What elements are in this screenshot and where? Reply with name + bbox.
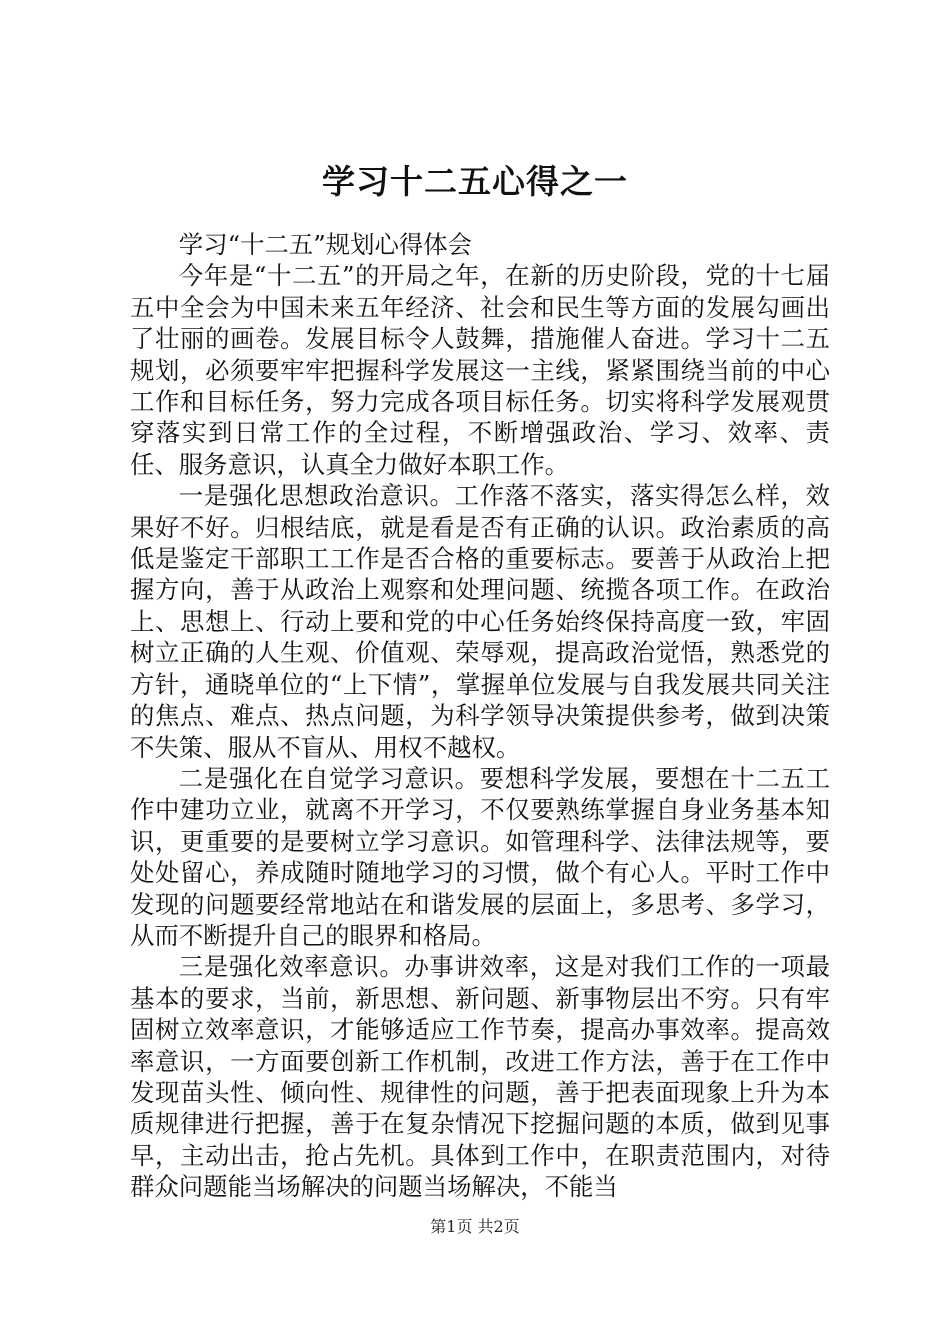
paragraph-learning-awareness: 二是强化在自觉学习意识。要想科学发展，要想在十二五工作中建功立业，就离不开学习，不仅要熟练掌握自身业务基本知识，更重要的是要树立学习意识。如管理科学、法律法规等，要处处留心，养成随时随地学习的习惯，做个有心人。平时工作中发现的问题要经常地站在和谐发展的层面上，多思考、多学习，从而不断提升自己的眼界和格局。 — [130, 763, 830, 950]
paragraph-intro: 今年是“十二五”的开局之年，在新的历史阶段，党的十七届五中全会为中国未来五年经济、社会和民生等方面的发展勾画出了壮丽的画卷。发展目标令人鼓舞，措施催人奋进。学习十二五规划，必须要牢牢把握科学发展这一主线，紧紧围绕当前的中心工作和目标任务，努力完成各项目标任务。切实将科学发展观贯穿落实到日常工作的全过程，不断增强政治、学习、效率、责任、服务意识，认真全力做好本职工作。 — [130, 261, 830, 479]
paragraph-political-awareness: 一是强化思想政治意识。工作落不落实，落实得怎么样，效果好不好。归根结底，就是看是否有正确的认识。政治素质的高低是鉴定干部职工工作是否合格的重要标志。要善于从政治上把握方向，善于从政治上观察和处理问题、统揽各项工作。在政治上、思想上、行动上要和党的中心任务始终保持高度一致，牢固树立正确的人生观、价值观、荣辱观，提高政治觉悟，熟悉党的方针，通晓单位的“上下情”，掌握单位发展与自我发展共同关注的焦点、难点、热点问题，为科学领导决策提供参考，做到决策不失策、服从不盲从、用权不越权。 — [130, 481, 830, 762]
paragraph-efficiency-awareness: 三是强化效率意识。办事讲效率，这是对我们工作的一项最基本的要求，当前，新思想、新问题、新事物层出不穷。只有牢固树立效率意识，才能够适应工作节奏，提高办事效率。提高效率意识，一方面要创新工作机制，改进工作方法，善于在工作中发现苗头性、倾向性、规律性的问题，善于把表面现象上升为本质规律进行把握，善于在复杂情况下挖掘问题的本质，做到见事早，主动出击，抢占先机。具体到工作中，在职责范围内，对待群众问题能当场解决的问题当场解决，不能当 — [130, 952, 830, 1202]
paragraph-subtitle: 学习“十二五”规划心得体会 — [178, 230, 473, 259]
document-body — [130, 229, 830, 1203]
page-number-footer: 第1页 共2页 — [430, 1217, 520, 1236]
document-title: 学习十二五心得之一 — [322, 162, 628, 201]
